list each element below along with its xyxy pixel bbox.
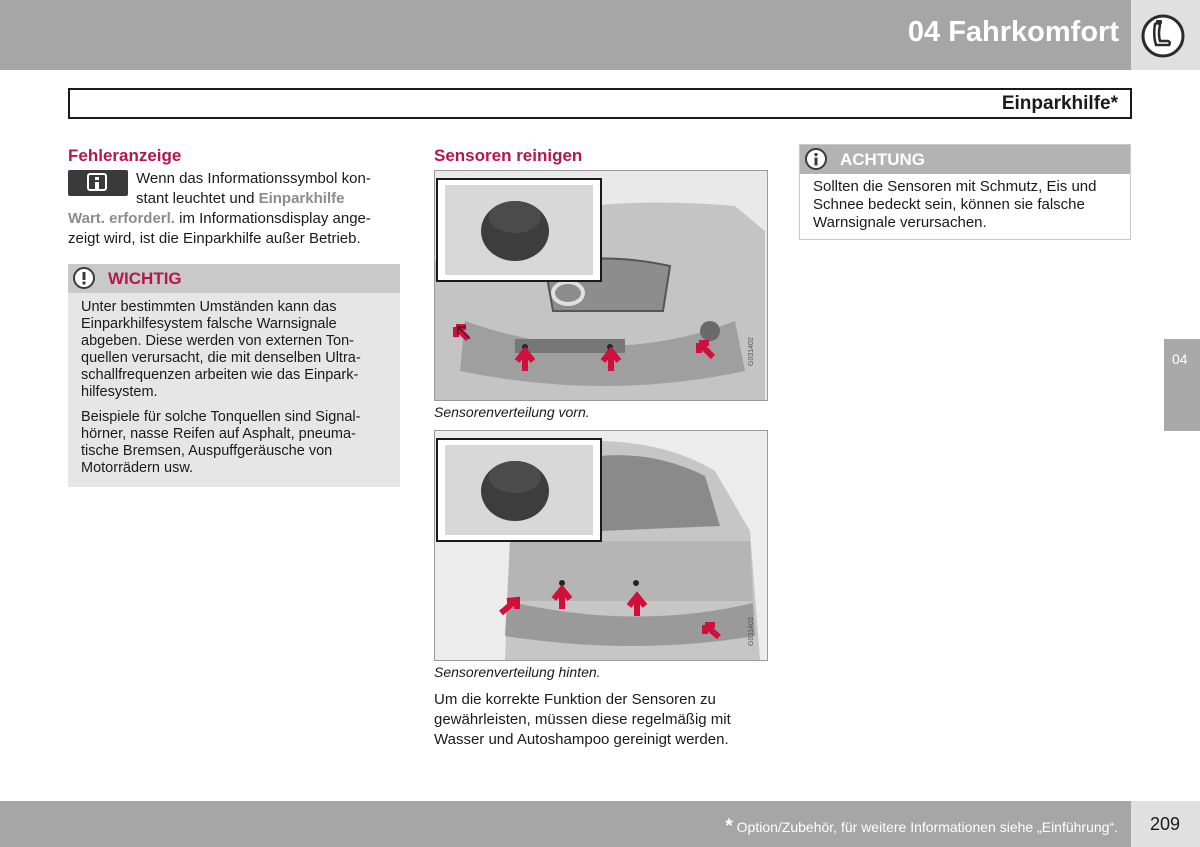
wart-erforderl-term: Wart. erforderl. [68, 210, 175, 227]
achtung-label: ACHTUNG [840, 150, 925, 169]
figure-code: G031403 [748, 617, 755, 646]
wichtig-notice [68, 264, 400, 487]
seat-icon [1141, 14, 1185, 58]
wichtig-label: WICHTIG [108, 269, 182, 288]
chapter-side-tab [1164, 339, 1200, 431]
footer-bar [0, 801, 1131, 847]
page-number: 209 [1150, 814, 1181, 834]
info-symbol-icon [68, 170, 128, 196]
wichtig-paragraph-1: Unter bestimmten Umständen kann das Einparkhilfesystem falsche Warnsignale abgeben. Diese werden von externen Ton- quellen verursacht, die mit denselben Ultra- schallfrequenzen arbeiten wie das Einpark- hilfesystem. [81, 299, 361, 400]
fehleranzeige-line3: Wart. erforderl. im Informationsdisplay ange- [68, 210, 371, 227]
chapter-side-tab-label: 04 [1172, 351, 1188, 367]
einparkhilfe-term: Einparkhilfe [258, 190, 345, 207]
section-title: Einparkhilfe* [1001, 93, 1118, 114]
chapter-title: 04 Fahrkomfort [907, 16, 1119, 48]
figure-code: G031402 [748, 337, 755, 366]
fehleranzeige-line4: zeigt wird, ist die Einparkhilfe außer Betrieb. [68, 230, 361, 247]
sensoren-heading: Sensoren reinigen [434, 146, 583, 165]
achtung-body: Sollten die Sensoren mit Schmutz, Eis und Schnee bedeckt sein, können sie falsche Warnsignale verursachen. [813, 178, 1097, 231]
sensoren-body: Um die korrekte Funktion der Sensoren zu gewährleisten, müssen diese regelmäßig mit Wasser und Autoshampoo gereinigt werden. [434, 691, 731, 748]
fehleranzeige-line1: Wenn das Informationssymbol kon- [136, 170, 371, 187]
achtung-header [800, 145, 1130, 174]
car-rear-illustration [435, 431, 767, 660]
wichtig-body [81, 299, 361, 485]
achtung-notice [799, 144, 1131, 240]
footer-note: * Option/Zubehör, für weitere Informationen siehe „Einführung“. [725, 816, 1118, 837]
car-front-illustration [435, 171, 767, 400]
page-number-box [1131, 801, 1200, 847]
fehleranzeige-line2: stant leuchtet und Einparkhilfe [136, 190, 345, 207]
figure-sensors-front [434, 170, 768, 401]
figure-sensors-rear [434, 430, 768, 661]
info-icon [805, 148, 827, 170]
fehleranzeige-heading: Fehleranzeige [68, 146, 182, 165]
exclamation-icon [73, 267, 95, 289]
section-title-frame [68, 88, 1132, 119]
caption-rear: Sensorenverteilung hinten. [434, 664, 601, 680]
caption-front: Sensorenverteilung vorn. [434, 404, 590, 420]
wichtig-header [68, 264, 400, 293]
wichtig-paragraph-2: Beispiele für solche Tonquellen sind Signal- hörner, nasse Reifen auf Asphalt, pneuma- tische Bremsen, Auspuffgeräusche von Motorrädern usw. [81, 409, 361, 476]
